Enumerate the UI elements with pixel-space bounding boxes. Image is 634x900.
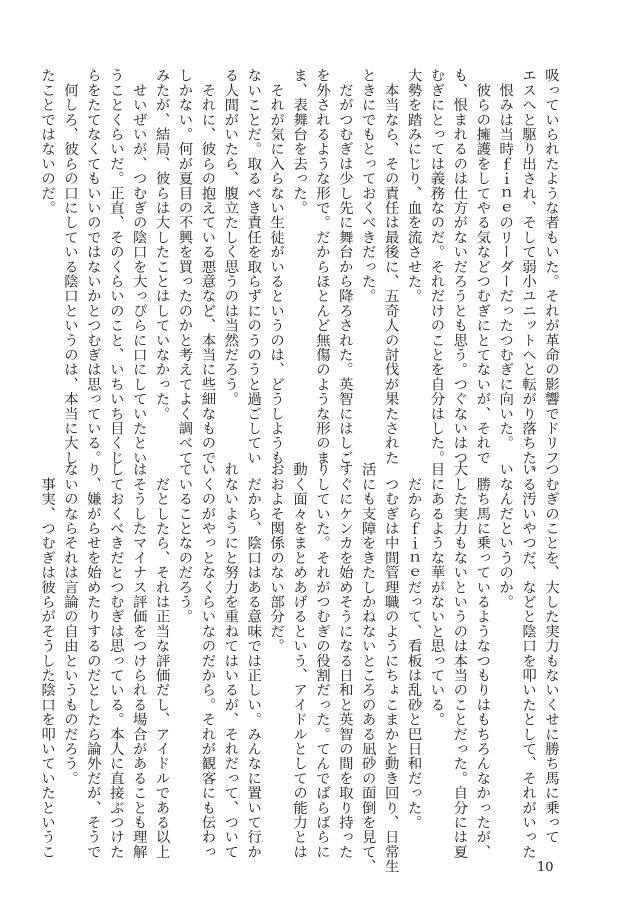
text-line: むぎにとっては義務なのだ。それだけのことを自分はした。: [428, 68, 445, 465]
text-line: しておくべきだとつむぎは思っている。本人に直接ぶつけた: [107, 462, 124, 859]
text-line: だがつむぎは少し先に舞台から降ろされた。英智にはしご: [336, 68, 353, 465]
text-block-top: [39, 68, 562, 480]
text-line: 目にあるような華がないと思っている。: [428, 462, 445, 727]
text-line: それが気に入らない生徒がいるというのは、どうしようも: [268, 68, 285, 465]
text-line: 大した実力もないというのは本当のことだった。自分には夏: [451, 462, 468, 859]
text-line: る人間がいたら、腹立たしく思うのは当然だろう。: [222, 68, 239, 407]
text-line: 動く面々をまとめあげるという、アイドルとしての能力とは: [291, 462, 308, 859]
text-line: みたが、結局、彼らは大したことはしていなかった。: [153, 68, 170, 421]
text-line: つむぎは中間管理職のようにちょこまかと動き回り、日常生: [382, 462, 399, 874]
text-line: つむぎのことを、大した実力もないくせに勝ち馬に乗って: [543, 462, 559, 845]
text-line: ないことだ。取るべき責任を取らずにのうのうと過ごしてい: [245, 68, 262, 465]
text-line: せいぜいが、つむぎの陰口を大っぴらに口にしていたとい: [130, 68, 147, 465]
text-line: たことではないのだ。: [39, 68, 56, 215]
text-line: りしていた。それがつむぎの役割だった。てんでばらばらに: [313, 462, 330, 859]
text-line: ま、表舞台を去った。: [291, 68, 308, 215]
text-line: ていることなのだろう。: [176, 462, 193, 624]
text-line: はそうしたマイナス評価をつけられる場合があることも理解: [130, 462, 147, 859]
text-line: いくのがやっとなくらいなのだから。それが観客にも伝わっ: [199, 462, 216, 859]
text-line: 吸っていられたような者もいた。それが革命の影響でドリフ: [543, 68, 559, 465]
text-line: 恨みは当時ｆｉｎｅのリーダーだったつむぎに向いた。: [497, 68, 514, 451]
text-line: れないようにと努力を重ねてはいるが、それだって、ついて: [222, 462, 239, 859]
text-line: だとしたら、それは正当な評価だし、アイドルである以上: [153, 462, 170, 859]
text-line: うことくらいだ。正直、そのくらいのこと、いちいち目くじ: [107, 68, 124, 465]
text-line: 事実、つむぎは彼らがそうした陰口を叩いていたというこ: [39, 462, 56, 859]
text-line: いる汚いやつだ、などと陰口を叩いたとして、それがいった: [520, 462, 537, 859]
text-line: だからｆｉｎｅだって、看板は乱砂と巴日和だった。: [405, 462, 422, 830]
text-line: すぐにケンカを始めそうになる日和と英智の間を取り持った: [336, 462, 353, 859]
text-line: しかない。何が夏目の不興を買ったのかと考えてよく調べて: [176, 68, 193, 465]
text-line: それに、彼らの抱えている悪意など、本当に些細なもので: [199, 68, 216, 465]
text-line: エスへと駆り出され、そして弱小ユニットへと転がり落ちた。: [520, 68, 537, 480]
text-line: り、嫌がらせを始めたりするのだとしたら論外だが、そうで: [84, 462, 101, 859]
text-line: 活にも支障をきたしかねないところのある凪砂の面倒を見て、: [359, 462, 376, 874]
text-line: 勝ち馬に乗っているようなつもりはもちろんなかったが、: [474, 462, 491, 859]
text-line: だから、陰口はある意味では正しい。みんなに置いて行か: [245, 462, 262, 859]
text-line: いなんだというのか。: [497, 462, 514, 609]
page-number: 10: [537, 860, 554, 875]
text-line: 本当なら、その責任は最後に、五奇人の討伐が果たされた: [382, 68, 399, 465]
text-line: も、恨まれるのは仕方がないだろうとも思う。つぐないはつ: [451, 68, 468, 465]
text-line: 何しろ、彼らの口にしている陰口というのは、本当に大し: [61, 68, 78, 465]
text-line: ときにでもとっておくべきだった。: [359, 68, 376, 304]
text-line: 彼らの擁護をしてやる気などつむぎにとてないが、それで: [474, 68, 491, 465]
text-line: を外されるような形で。だからほとんど無傷のような形のま: [313, 68, 330, 465]
text-line: らをたてなくてもいいのではないかとつむぎは思っている。: [84, 68, 101, 465]
text-line: ないのならそれは言論の自由というものだろう。: [61, 462, 78, 786]
text-line: 大勢を踏みにじり、血を流させた。: [405, 68, 422, 304]
text-line: おおよそ関係のない部分だ。: [268, 462, 285, 654]
